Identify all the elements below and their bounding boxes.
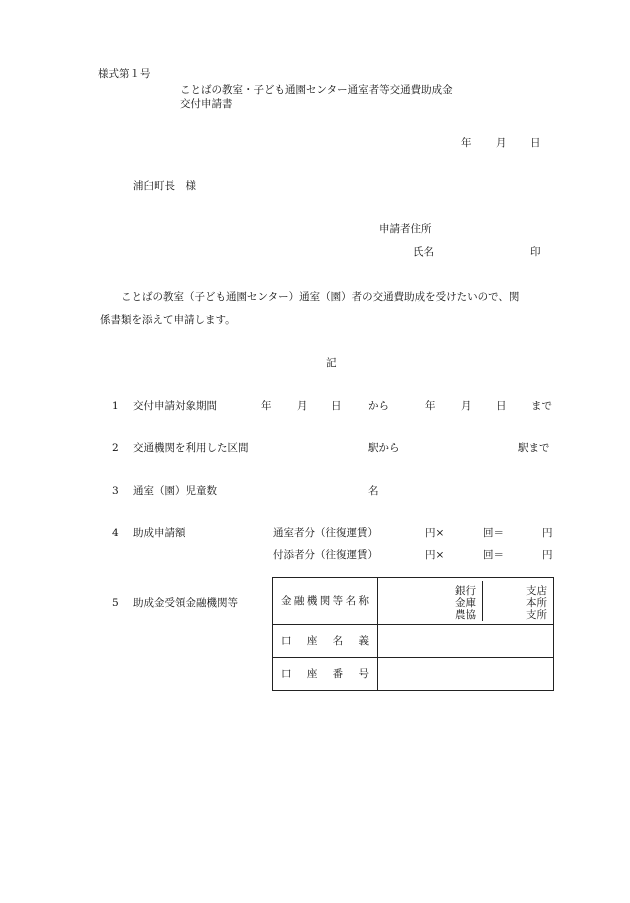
body-text-line-2: 係書類を添えて申請します。 xyxy=(100,314,236,326)
item-3-unit: 名 xyxy=(368,485,379,497)
account-name-field[interactable] xyxy=(378,625,554,658)
bank-name-field[interactable] xyxy=(378,578,554,625)
date-year: 年 xyxy=(461,137,472,149)
item-4-row-1-label: 通室者分（往復運賃） xyxy=(273,527,378,539)
item-4-row-1-yen-x: 円× xyxy=(425,527,445,539)
item-5-label: 助成金受領金融機関等 xyxy=(133,597,238,609)
item-1-start-month: 月 xyxy=(297,400,308,412)
item-3-label: 通室（園）児童数 xyxy=(133,485,217,497)
account-number-label: 口座番号 xyxy=(273,658,378,691)
date-month: 月 xyxy=(496,137,507,149)
item-4-row-2-yen: 円 xyxy=(542,549,553,561)
item-1-end-day: 日 xyxy=(496,400,507,412)
item-4-row-2-label: 付添者分（往復運賃） xyxy=(273,549,378,561)
item-2-from-station: 駅から xyxy=(368,442,400,454)
item-1-from: から xyxy=(368,400,389,412)
bank-name-label: 金融機関等名称 xyxy=(273,578,378,625)
item-4-row-1-yen: 円 xyxy=(542,527,553,539)
item-1-start-day: 日 xyxy=(331,400,342,412)
title-line-2: 交付申請書 xyxy=(180,98,233,110)
ki-heading: 記 xyxy=(326,357,337,369)
applicant-address-label: 申請者住所 xyxy=(379,223,432,235)
bank-info-table xyxy=(272,577,554,691)
body-text-line-1: ことばの教室（子ども通園センター）通室（園）者の交通費助成を受けたいので、関 xyxy=(121,291,520,303)
item-2-label: 交通機関を利用した区間 xyxy=(133,442,249,454)
item-1-end-year: 年 xyxy=(425,400,436,412)
branch-type-options xyxy=(483,581,553,621)
account-number-field[interactable] xyxy=(378,658,554,691)
item-4-row-2-times-eq: 回＝ xyxy=(483,549,504,561)
bank-type-options xyxy=(378,581,483,621)
date-day: 日 xyxy=(530,137,541,149)
account-name-label: 口座名義 xyxy=(273,625,378,658)
addressee: 浦臼町長 様 xyxy=(133,180,196,192)
form-number: 様式第１号 xyxy=(98,68,151,80)
title-line-1: ことばの教室・子ども通園センター通室者等交通費助成金 xyxy=(180,84,453,96)
bank-type-nokyo: 農協 xyxy=(455,609,476,621)
bank-name-row xyxy=(273,578,554,625)
applicant-name-label: 氏名 xyxy=(413,246,434,258)
item-2-number: 2 xyxy=(112,442,119,454)
item-1-start-year: 年 xyxy=(261,400,272,412)
item-1-label: 交付申請対象期間 xyxy=(133,400,217,412)
item-4-number: 4 xyxy=(112,527,119,539)
branch-type-branch: 支店 xyxy=(526,585,547,597)
item-1-until: まで xyxy=(531,400,552,412)
item-4-row-2-yen-x: 円× xyxy=(425,549,445,561)
bank-type-bank: 銀行 xyxy=(455,585,476,597)
item-4-row-1-times-eq: 回＝ xyxy=(483,527,504,539)
item-2-to-station: 駅まで xyxy=(518,442,550,454)
item-3-number: 3 xyxy=(112,485,119,497)
item-1-number: 1 xyxy=(112,400,119,412)
account-number-row xyxy=(273,658,554,691)
item-1-end-month: 月 xyxy=(461,400,472,412)
branch-type-sub-office: 支所 xyxy=(526,609,547,621)
seal-mark: 印 xyxy=(530,246,541,258)
branch-type-main-office: 本所 xyxy=(526,597,547,609)
bank-type-shinkin: 金庫 xyxy=(455,597,476,609)
item-4-label: 助成申請額 xyxy=(133,527,186,539)
item-5-number: 5 xyxy=(112,597,119,609)
account-name-row xyxy=(273,625,554,658)
